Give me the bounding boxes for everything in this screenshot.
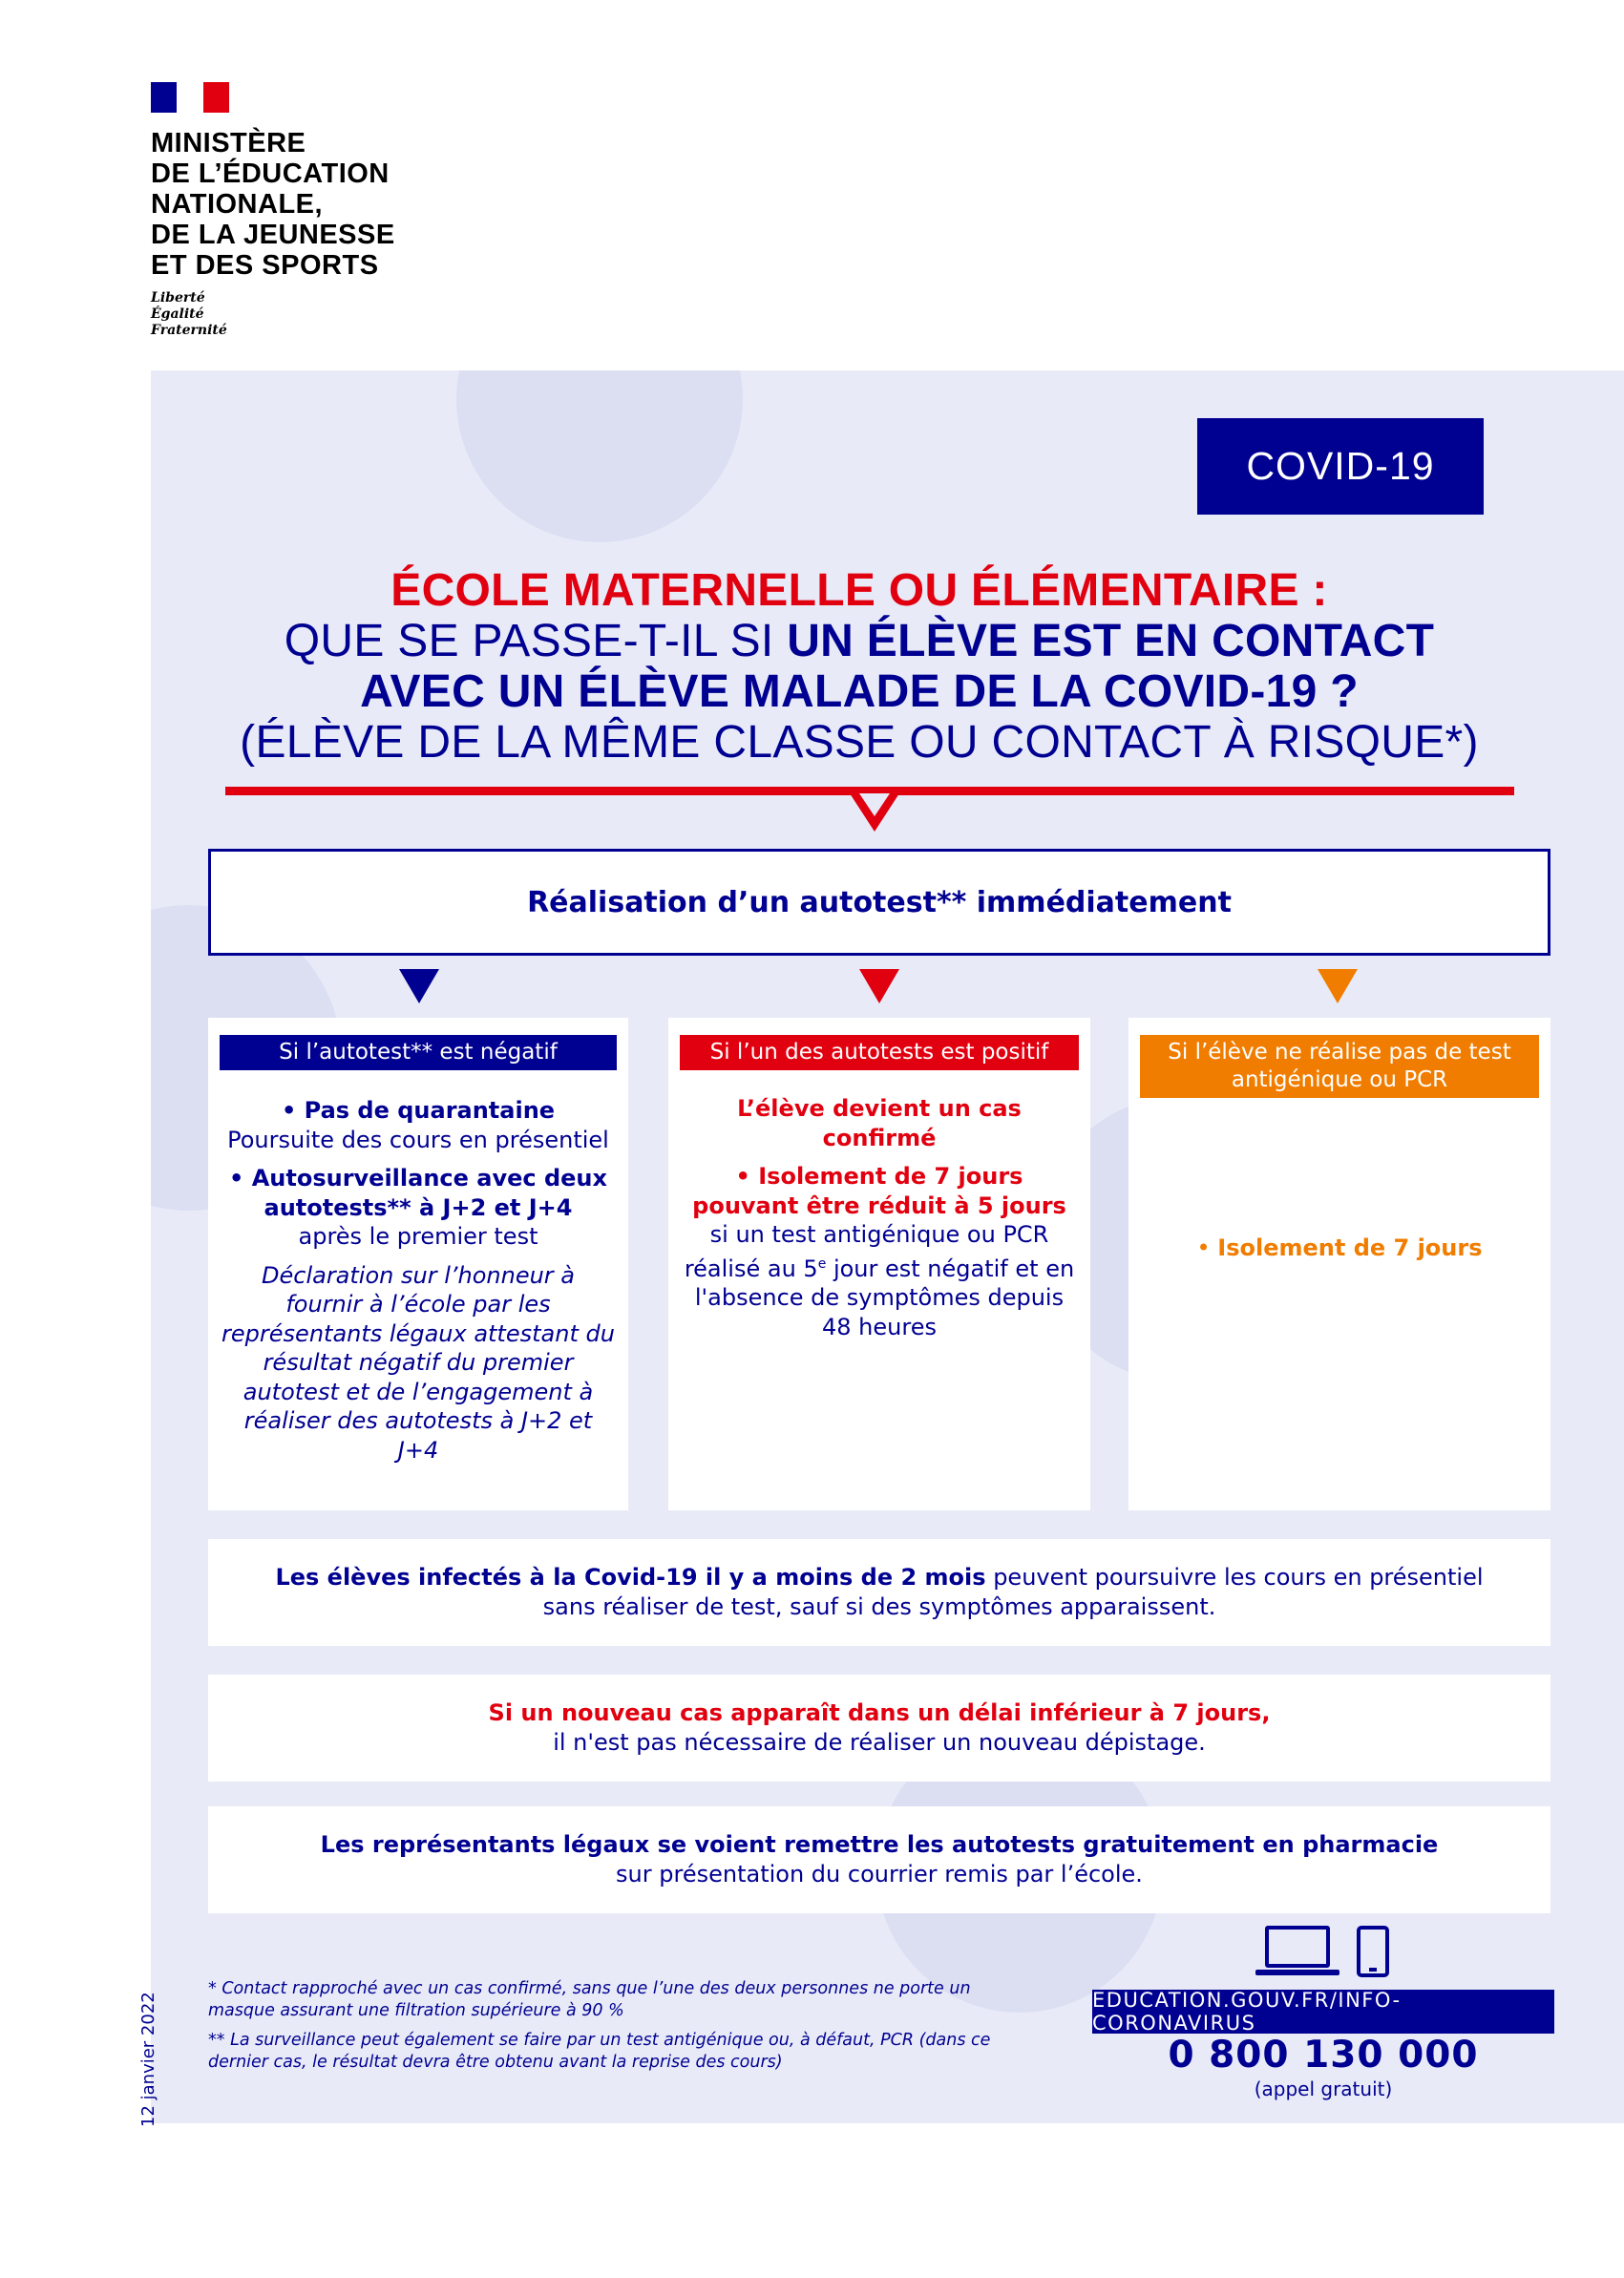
arrow-down-red-icon <box>859 969 899 1003</box>
smartphone-button <box>1369 1968 1377 1972</box>
confirmed-case-text: L’élève devient un cas confirmé <box>737 1095 1022 1151</box>
publication-date: 12 janvier 2022 <box>138 1992 158 2127</box>
no-test-body <box>1142 1234 1537 1273</box>
infected-students-info: Les élèves infectés à la Covid-19 il y a moins de 2 mois peuvent poursuivre les cours en présentiel sans réaliser de test, sauf si des symptômes apparaissent. <box>208 1539 1550 1646</box>
covid-badge: COVID-19 <box>1197 418 1484 515</box>
hotline-number: 0 800 130 000 <box>1168 2034 1479 2077</box>
republic-motto: Liberté Égalité Fraternité <box>151 290 227 338</box>
isolation-item: • Isolement de 7 jours pouvant être réduit à 5 jours si un test antigénique ou PCR réalisé au 5e jour est négatif et en l'absence de symptômes depuis 48 heures <box>684 1163 1075 1340</box>
arrow-down-orange-icon <box>1318 969 1358 1003</box>
title-line-4: (ÉLÈVE DE LA MÊME CLASSE OU CONTACT À RISQUE*) <box>240 717 1479 768</box>
footnote-2: ** La surveillance peut également se faire par un test antigénique ou, à défaut, PCR (dans ce dernier cas, le résultat devra être obtenu avant la reprise des cours) <box>208 2031 991 2072</box>
laptop-base <box>1255 1970 1339 1975</box>
self-monitoring-item: • Autosurveillance avec deux autotests** à J+2 et J+4 après le premier test <box>229 1165 607 1250</box>
ministry-name: MINISTÈRE DE L’ÉDUCATION NATIONALE, DE LA JEUNESSE ET DES SPORTS <box>151 128 395 281</box>
title-line-3: AVEC UN ÉLÈVE MALADE DE LA COVID-19 ? <box>360 666 1359 717</box>
no-test-column <box>1128 1018 1550 1510</box>
pharmacy-info: Les représentants légaux se voient remettre les autotests gratuitement en pharmacie sur présentation du courrier remis par l’école. <box>208 1806 1550 1913</box>
new-case-info: Si un nouveau cas apparaît dans un délai inférieur à 7 jours, il n'est pas nécessaire de réaliser un nouveau dépistage. <box>208 1675 1550 1782</box>
autotest-box: Réalisation d’un autotest** immédiatement <box>208 849 1550 956</box>
info-coronavirus-link[interactable]: EDUCATION.GOUV.FR/INFO-CORONAVIRUS <box>1092 1990 1554 2034</box>
positive-result-header: Si l’un des autotests est positif <box>680 1035 1079 1070</box>
footnotes <box>208 1978 991 2081</box>
negative-result-column <box>208 1018 628 1510</box>
negative-result-body <box>221 1096 615 1474</box>
page-title <box>172 565 1547 768</box>
no-quarantine-item: • Pas de quarantaine Poursuite des cours en présentiel <box>227 1097 609 1153</box>
title-line-1: ÉCOLE MATERNELLE OU ÉLÉMENTAIRE : <box>390 565 1328 616</box>
title-line-2: QUE SE PASSE-T-IL SI UN ÉLÈVE EST EN CONTACT <box>284 616 1435 666</box>
divider-arrow-inner <box>859 793 890 816</box>
positive-result-body <box>682 1094 1077 1351</box>
negative-result-header: Si l’autotest** est négatif <box>220 1035 617 1070</box>
isolation-7-days-item: • Isolement de 7 jours <box>1196 1234 1483 1261</box>
marianne-flag-logo <box>151 82 229 113</box>
declaration-text: Déclaration sur l’honneur à fournir à l’école par les représentants légaux attestant du résultat négatif du premier autotest et de l’engagement à réaliser des autotests à J+2 et J+4 <box>221 1261 615 1464</box>
positive-result-column <box>668 1018 1090 1510</box>
no-test-header: Si l’élève ne réalise pas de test antigénique ou PCR <box>1140 1035 1539 1098</box>
arrow-down-blue-icon <box>399 969 439 1003</box>
laptop-icon <box>1265 1926 1330 1968</box>
hotline-note: (appel gratuit) <box>1254 2078 1393 2100</box>
footnote-1: * Contact rapproché avec un cas confirmé, sans que l’une des deux personnes ne porte un masque assurant une filtration supérieure à 90 % <box>208 1979 971 2020</box>
virus-decoration <box>456 370 743 542</box>
ministry-logo <box>151 82 437 339</box>
